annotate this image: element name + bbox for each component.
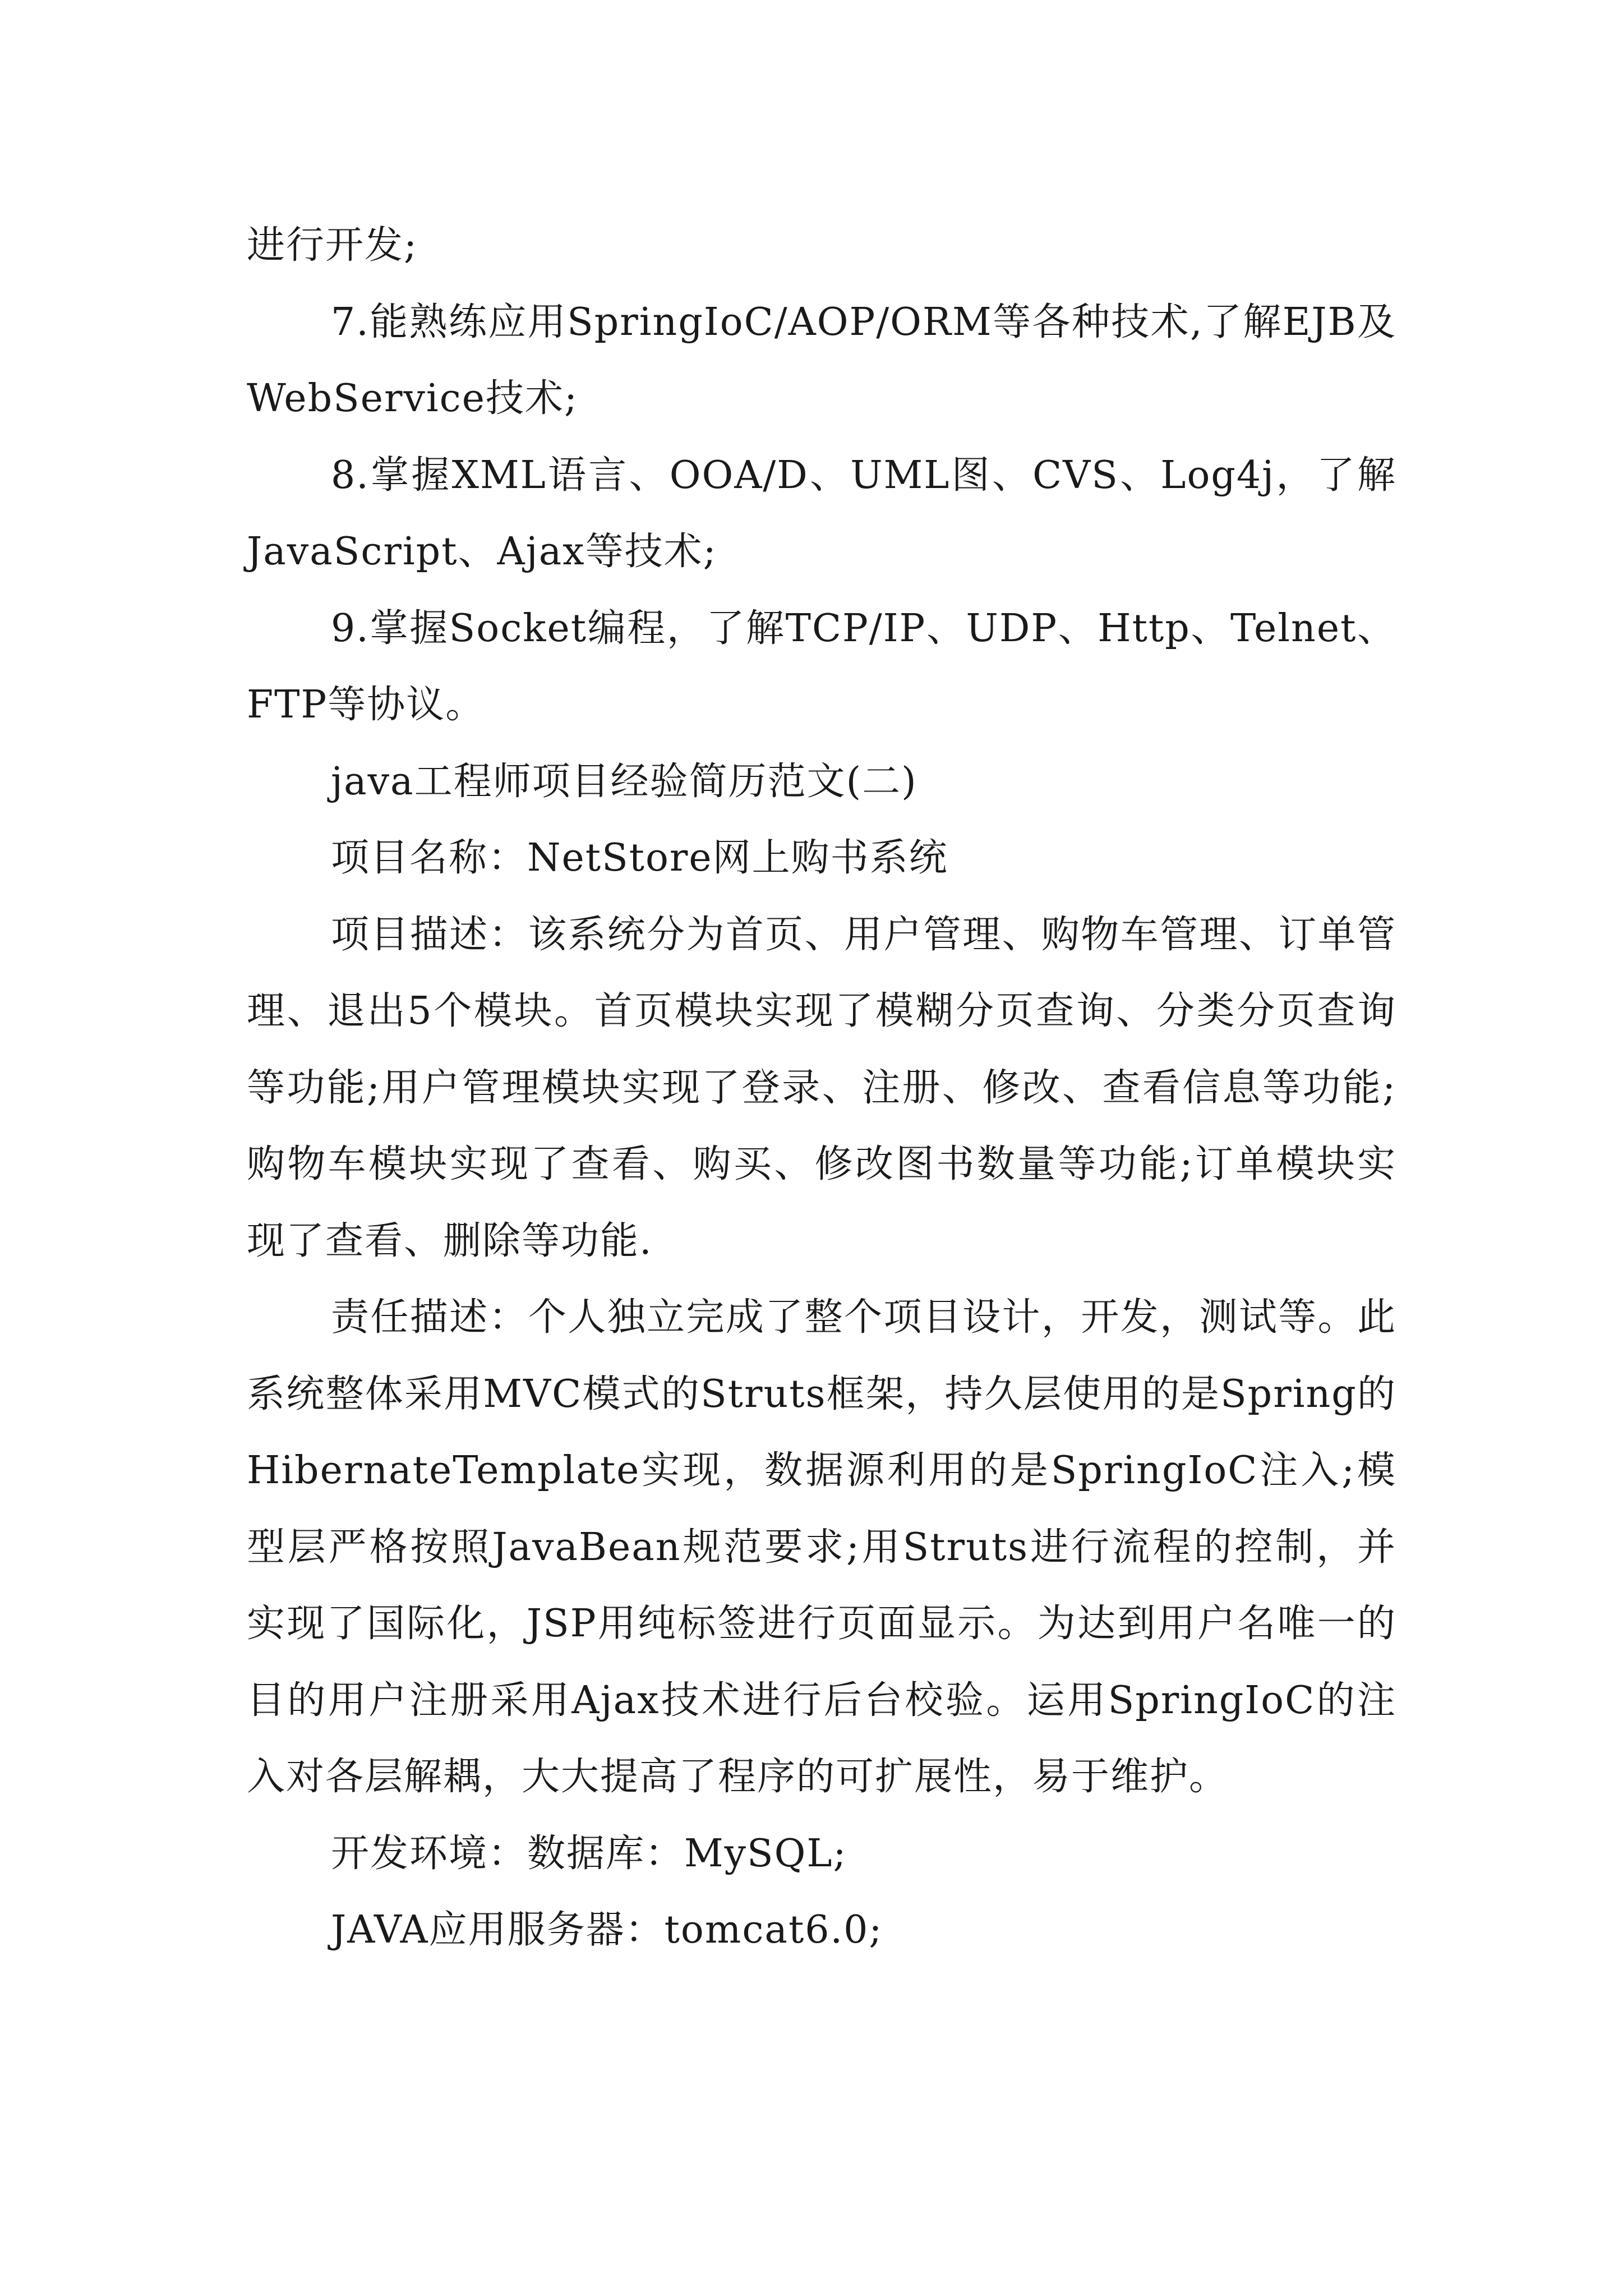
paragraph-project-description: 项目描述：该系统分为首页、用户管理、购物车管理、订单管理、退出5个模块。首页模块实现了模糊分页查询、分类分页查询等功能;用户管理模块实现了登录、注册、修改、查看信息等功能;购物车模块实现了查看、购买、修改图书数量等功能;订单模块实现了查看、删除等功能. [247,912,1396,1263]
paragraph-skill-9: 9.掌握Socket编程，了解TCP/IP、UDP、Http、Telnet、FTP等协议。 [247,606,1396,727]
paragraph-responsibility: 责任描述：个人独立完成了整个项目设计，开发，测试等。此系统整体采用MVC模式的Struts框架，持久层使用的是Spring的HibernateTemplate实现，数据源利用的是SpringIoC注入;模型层严格按照JavaBean规范要求;用Struts进行流程的控制，并实现了国际化，JSP用纯标签进行页面显示。为达到用户名唯一的目的用户注册采用Ajax技术进行后台校验。运用SpringIoC的注入对各层解耦，大大提高了程序的可扩展性，易于维护。 [247,1295,1396,1799]
section-heading: java工程师项目经验简历范文(二) [331,759,917,804]
document-body [247,208,1396,1969]
paragraph-project-name: 项目名称：NetStore网上购书系统 [331,836,948,880]
paragraph-skill-7: 7.能熟练应用SpringIoC/AOP/ORM等各种技术,了解EJB及WebService技术; [247,300,1396,421]
paragraph-dev-environment: 开发环境：数据库：MySQL; [331,1831,847,1876]
paragraph-continuation: 进行开发; [247,223,418,268]
paragraph-skill-8: 8.掌握XML语言、OOA/D、UML图、CVS、Log4j，了解JavaScript、Ajax等技术; [247,453,1396,574]
paragraph-app-server: JAVA应用服务器：tomcat6.0; [331,1908,883,1952]
